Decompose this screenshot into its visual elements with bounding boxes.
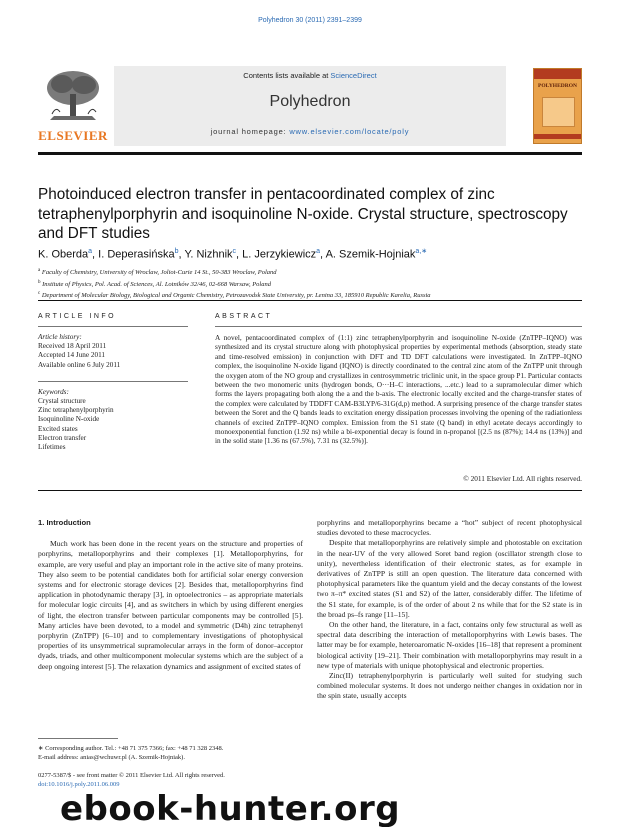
abstract-text: A novel, pentacoordinated complex of (1:1) zinc tetraphenylporphyrin and isoquinoline N-oxide (ZnTPP–IQNO) was synthesized and its crystal structure along with photophysical properties by experimental methods (absorption, steady state and time-resolved emission) in conjunction with DFT and TD DFT calculations were investigated. In ZnTPP–IQNO complex, the isoquinoline N-oxide ligand (IQNO) is directly coordinated to the central zinc atom of the ZnTPP unit through the oxygen atom of the NO group and crystallizes in centrosymmetric triclinic unit, in the space group P1. Particular contacts between the two monomeric units (hydrogen bonds, O···H–C interactions, ...etc.) lead to a supramolecular dimer which forms the layers propagating both along the a and the b-axis. The electronic locally excited and the charge-transfer states of the complex were calculated by TDDFT CAM-B3LYP/6-31G(d,p) method. A surprising presence of the charge transfer states between the Soret and the Q bands leads to excitation energy dissipation processes involving the opening of the radiationless channels of excited ZnTPP–IQNO complex. Emission from the S1 state (Q band) in ethyl acetate decays accordingly to monoexponential function (1.92 ns) while a bi-exponential decay is found in n-propanol [(2.5 ns (87%); 14.4 ns (13%)] and in the solid state [1.36 ns (67.5%), 7.31 ns (32.5%)]. [215, 333, 582, 446]
keyword: Lifetimes [38, 443, 66, 452]
author-email[interactable]: E-mail address: anias@wchuwr.pl (A. Szemik-Hojniak). [38, 754, 185, 761]
watermark: ebook-hunter.org [60, 789, 401, 827]
elsevier-logo [38, 66, 108, 146]
article-history [38, 333, 188, 370]
elsevier-tree-icon [42, 68, 104, 124]
homepage-prefix: journal homepage: [210, 127, 290, 136]
journal-masthead [38, 66, 582, 146]
abstract-heading: ABSTRACT [215, 313, 273, 320]
history-item: Received 18 April 2011 [38, 342, 107, 351]
history-item: Accepted 14 June 2011 [38, 351, 105, 360]
history-label: Article history: [38, 333, 82, 341]
article-info-rule [38, 326, 188, 327]
body-paragraph: Much work has been done in the recent years on the structure and properties of porphyrins, metalloporphyrins and their complexes [1]. Metalloporphyrins, for example, are very useful and play an important role in the active site of many proteins. They also seem to be potential candidates both for artificial solar energy conversion systems and for electronic storage devices [2]. Besides that, metalloporphyrins find application in photodynamic therapy [3], in optoelectronics – as appropriate materials for molecular logic circuits [4], and as switchers in which by using different energies of light, the electron transfer between particular components may be controlled [5]. Many articles have been devoted, to a model and symmetric (D4h) zinc tetraphenyl porphyrin (ZnTPP) [6–10] and to complementary investigations of photophysical properties of its unsymmetrical supramolecular arrays in the form of donor–acceptor dyads, triads, and other multicomponent molecular systems which are the subject of a deep ongoing interest [5]. The relaxation dynamics and assignment of excited states of [38, 539, 303, 671]
author-name: I. Deperasińska [98, 248, 175, 261]
keywords-label: Keywords: [38, 387, 69, 396]
author-name: L. Jerzykiewicz [242, 248, 317, 261]
author-name: K. Oberda [38, 248, 89, 261]
author-affil-mark[interactable]: a,∗ [415, 248, 428, 255]
info-divider [38, 381, 188, 382]
corresponding-author: ∗ Corresponding author. Tel.: +48 71 375 7366; fax: +48 71 328 2348. [38, 745, 224, 752]
article-title: Photoinduced electron transfer in pentacoordinated complex of zinc tetraphenylporphyrin and isoquinoline N-oxide. Crystal structure, spectroscopy and DFT studies [38, 186, 568, 242]
article-info [38, 333, 188, 463]
header-rule [38, 152, 582, 155]
keyword: Crystal structure [38, 397, 86, 406]
cover-image [542, 97, 575, 127]
author-affil-mark[interactable]: c [232, 248, 237, 255]
abstract-copyright: © 2011 Elsevier Ltd. All rights reserved. [463, 474, 582, 483]
affiliation: $^b$ Institute of Physics, Pol. Acad. of Sciences, Al. Lotników 32/46, 02-668 Warsaw, Poland [38, 279, 271, 288]
keyword: Electron transfer [38, 433, 87, 442]
keyword: Excited states [38, 424, 78, 433]
body-paragraph: Zinc(II) tetraphenylporphyrin is particularly well suited for studying such combined molecular systems. It does not undergo neither changes in oxidation nor in the spin state, usually accepts [317, 671, 582, 701]
abstract-rule [215, 326, 582, 327]
citation-line[interactable]: Polyhedron 30 (2011) 2391–2399 [258, 17, 362, 24]
body-left-column [38, 518, 303, 672]
issn-line: 0277-5387/$ - see front matter © 2011 Elsevier Ltd. All rights reserved. [38, 772, 225, 779]
article-info-heading: ARTICLE INFO [38, 313, 117, 320]
keywords [38, 388, 188, 452]
author-name: A. Szemik-Hojniak [325, 248, 416, 261]
abstract-bottom-rule [38, 490, 582, 491]
body-paragraph: Despite that metalloporphyrins are relatively simple and photostable on excitation in the near-UV of the very allowed Soret band region (oscillator strength close to unity), nevertheless identification of their electronic states, as for example in derivatives of ZnTPP is still an open question. The literature data concerned with photophysical parameters like the quantum yield and the decay constants of the lowest two π–π* excited states (S1 and S2) of the latter, considerably differ. The lifetime of the S1 state, for example, is of the order of about 2 ns while that for the S2 state is in the broad ps–fs range [11–15]. [317, 538, 582, 619]
contents-prefix: Contents lists available at [243, 71, 331, 80]
body-paragraph: On the other hand, the literature, in a fact, contains only few structural as well as spectral data describing the interaction of metalloporphyrins with Lewis bases. The latter may be for example, heteroaromatic N-oxides [16–18] that represent a prominent biological activity [19–21]. Their combination with metalloporphyrins may result in a new type of materials with unique photophysical and electronic properties. [317, 620, 582, 670]
affiliation: $^a$ Faculty of Chemistry, University of Wroclaw, Joliot-Curie 14 St., 50-383 Wroclaw, Poland [38, 268, 277, 277]
journal-banner [114, 66, 506, 146]
keyword: Isoquinoline N-oxide [38, 415, 100, 424]
sciencedirect-link[interactable]: ScienceDirect [330, 71, 377, 80]
affiliation-rule [38, 300, 582, 301]
section-heading: 1. Introduction [38, 518, 91, 527]
contents-line [114, 71, 506, 80]
publisher-name: ELSEVIER [38, 128, 108, 143]
cover-footer [534, 134, 581, 139]
author-name: Y. Nizhnik [184, 248, 233, 261]
author-list: K. Oberda$^a$, I. Deperasińska$^b$, Y. Nizhnik$^c$, L. Jerzykiewicz$^a$, A. Szemik-Hojniak$^{a,∗}$ [38, 248, 428, 261]
body-right-column [317, 518, 582, 702]
footnote [38, 744, 298, 762]
journal-cover-thumbnail [533, 68, 582, 144]
author-affil-mark[interactable]: a [316, 248, 321, 255]
journal-title: Polyhedron [269, 93, 351, 110]
author-affil-mark[interactable]: a [88, 248, 93, 255]
doi-link[interactable]: doi:10.1016/j.poly.2011.06.009 [38, 781, 120, 788]
body-paragraph: porphyrins and metalloporphyrins became a “hot” subject of recent photophysical studies devoted to these macrocycles. [317, 518, 582, 538]
keyword: Zinc tetraphenylporphyrin [38, 406, 114, 415]
homepage-link[interactable]: www.elsevier.com/locate/poly [289, 127, 410, 136]
author-affil-mark[interactable]: b [174, 248, 179, 255]
affiliation: $^c$ Department of Molecular Biology, Biological and Organic Chemistry, Petrozavodsk State University, pr. Lenina 33, 185910 Republic Karelia, Russia [38, 291, 431, 300]
cover-strip [534, 69, 581, 79]
affiliations [38, 266, 582, 301]
journal-homepage [114, 127, 506, 136]
footnote-rule [38, 738, 118, 739]
cover-title: POLYHEDRON [538, 83, 577, 89]
history-item: Available online 6 July 2011 [38, 360, 121, 369]
publication-info [38, 771, 298, 789]
